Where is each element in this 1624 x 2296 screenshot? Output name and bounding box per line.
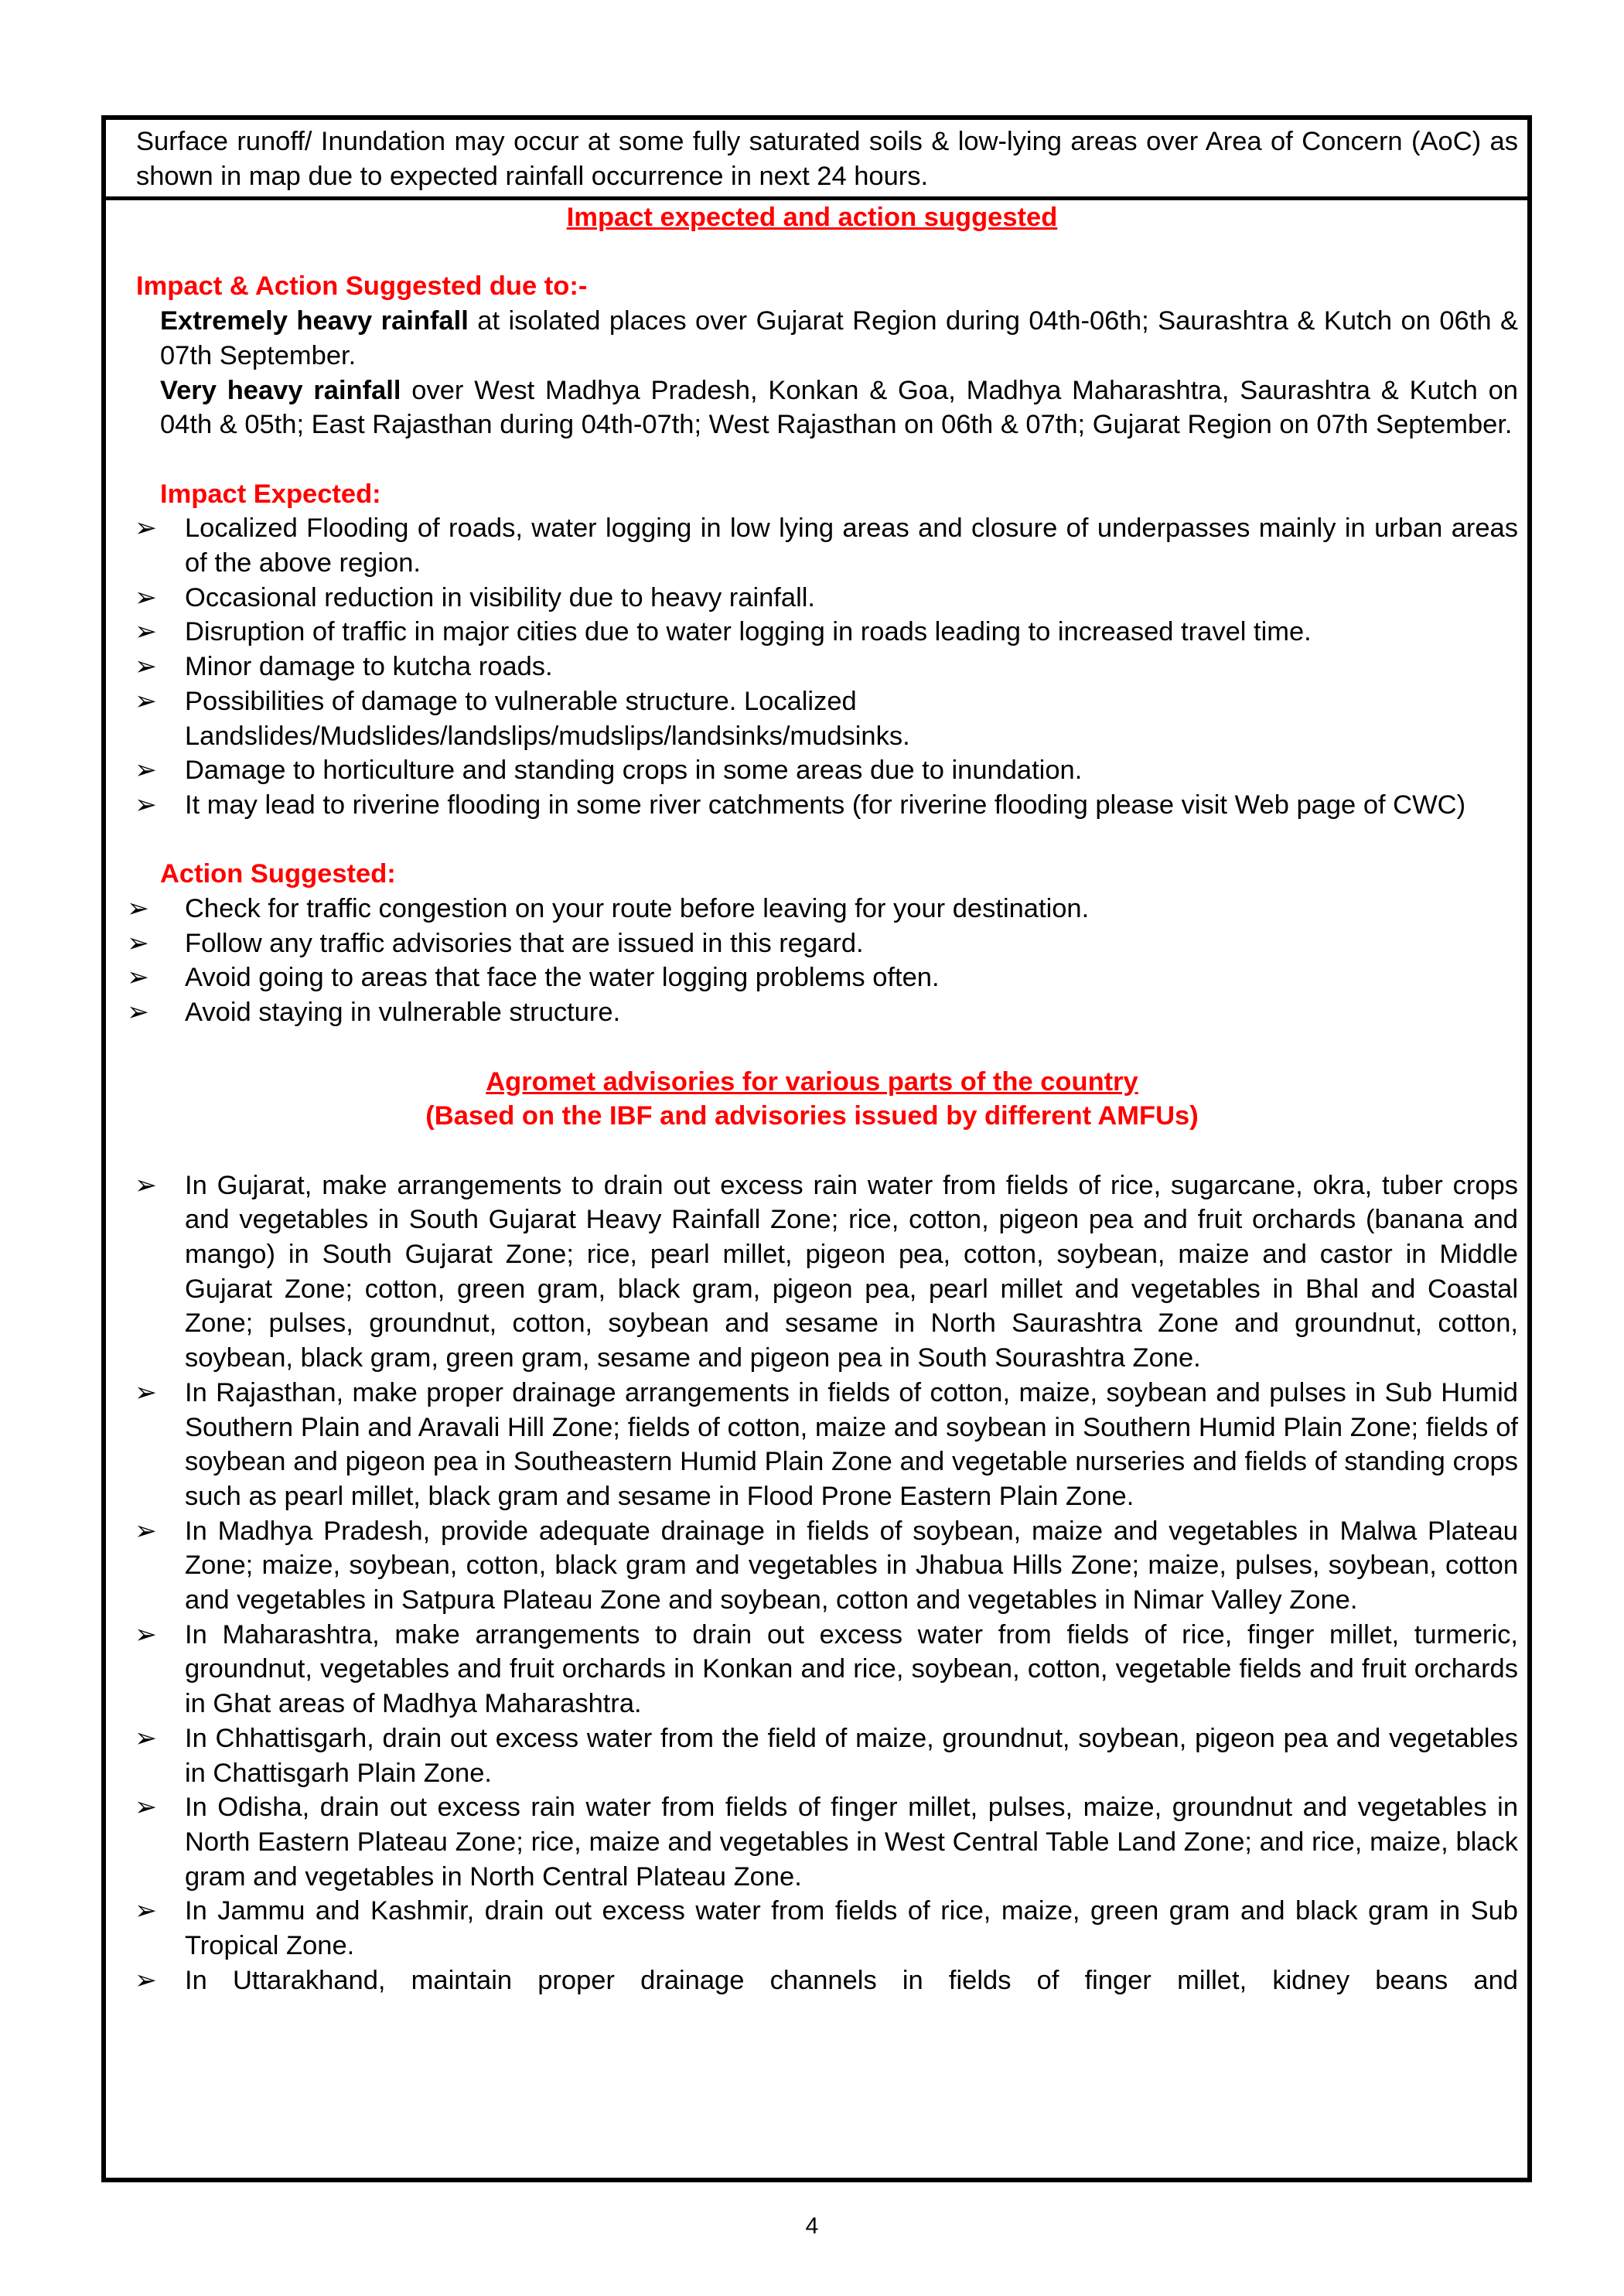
arrow-bullet-icon: ➢	[135, 1723, 157, 1753]
arrow-bullet-icon: ➢	[135, 790, 157, 820]
list-item: ➢ In Odisha, drain out excess rain water from fields of finger millet, pulses, maize, groundnut and vegetables in North Eastern Plateau Zone; rice, maize and vegetables in West Central Table Land Zone; and rice, maize, black gram and vegetables in North Central Plateau Zone.	[106, 1790, 1518, 1894]
arrow-bullet-icon: ➢	[135, 686, 157, 716]
arrow-bullet-icon: ➢	[135, 1516, 157, 1546]
list-item: ➢ It may lead to riverine flooding in some river catchments (for riverine flooding please visit Web page of CWC)	[106, 788, 1518, 823]
list-item: ➢ Avoid going to areas that face the water logging problems often.	[106, 960, 1518, 995]
list-item: ➢ Disruption of traffic in major cities due to water logging in roads leading to increased travel time.	[106, 615, 1518, 650]
very-heavy-text: over West Madhya Pradesh, Konkan & Goa, Madhya Maharashtra, Saurashtra & Kutch on 04th & 05th; East Rajasthan during 04th-07th; West Rajasthan on 06th & 07th; Gujarat Region on 07th September.	[160, 375, 1518, 440]
arrow-bullet-icon: ➢	[135, 513, 157, 544]
action-suggested-label: Action Suggested:	[160, 859, 396, 889]
list-item: ➢ Occasional reduction in visibility due to heavy rainfall.	[106, 581, 1518, 616]
arrow-bullet-icon: ➢	[135, 1170, 157, 1200]
impact-section-heading: Impact expected and action suggested	[566, 203, 1058, 232]
arrow-bullet-icon: ➢	[135, 1793, 157, 1823]
arrow-bullet-icon: ➢	[135, 1377, 157, 1407]
list-item: ➢ In Rajasthan, make proper drainage arrangements in fields of cotton, maize, soybean and pulses in Sub Humid Southern Plain and Aravali Hill Zone; fields of cotton, maize and soybean in Southern Humid Plain Zone; fields of soybean and pigeon pea in Southeastern Humid Plain Zone and vegetable nurseries and fields of standing crops such as pearl millet, black gram and sesame in Flood Prone Eastern Plain Zone.	[106, 1376, 1518, 1514]
impact-list	[106, 511, 1518, 822]
agromet-list	[106, 1168, 1518, 1998]
extremely-heavy-text: at isolated places over Gujarat Region during 04th-06th; Saurashtra & Kutch on 06th & 07th September.	[160, 306, 1518, 370]
action-list	[106, 892, 1518, 1030]
arrow-bullet-icon: ➢	[127, 894, 149, 924]
extremely-heavy-rainfall-paragraph	[106, 304, 1518, 373]
arrow-bullet-icon: ➢	[135, 617, 157, 647]
list-item: ➢ Localized Flooding of roads, water logging in low lying areas and closure of underpasses mainly in urban areas of the above region.	[106, 511, 1518, 580]
arrow-bullet-icon: ➢	[135, 582, 157, 612]
list-item: ➢ In Maharashtra, make arrangements to drain out excess water from fields of rice, finger millet, turmeric, groundnut, vegetables and fruit orchards in Konkan and rice, soybean, cotton, vegetable fields and fruit orchards in Ghat areas of Madhya Maharashtra.	[106, 1618, 1518, 1721]
agromet-heading: Agromet advisories for various parts of the country	[486, 1066, 1138, 1097]
extremely-heavy-label: Extremely heavy rainfall	[160, 306, 469, 336]
arrow-bullet-icon: ➢	[127, 928, 149, 958]
arrow-bullet-icon: ➢	[135, 756, 157, 786]
list-item: ➢ Avoid staying in vulnerable structure.	[106, 995, 1518, 1030]
list-item: ➢ Damage to horticulture and standing crops in some areas due to inundation.	[106, 753, 1518, 788]
list-item: ➢ In Uttarakhand, maintain proper drainage channels in fields of finger millet, kidney beans and	[106, 1963, 1518, 1998]
runoff-note-cell	[106, 120, 1527, 200]
list-item: ➢ In Madhya Pradesh, provide adequate drainage in fields of soybean, maize and vegetables in Malwa Plateau Zone; maize, soybean, cotton, black gram and vegetables in Jhabua Hills Zone; maize, pulses, soybean, cotton and vegetables in Satpura Plateau Zone and soybean, cotton and vegetables in Nimar Valley Zone.	[106, 1514, 1518, 1618]
arrow-bullet-icon: ➢	[135, 1896, 157, 1926]
list-item: ➢ In Jammu and Kashmir, drain out excess water from fields of rice, maize, green gram and black gram in Sub Tropical Zone.	[106, 1894, 1518, 1963]
main-content-cell	[106, 200, 1527, 1997]
list-item: ➢ In Chhattisgarh, drain out excess water from the field of maize, groundnut, soybean, pigeon pea and vegetables in Chattisgarh Plain Zone.	[106, 1721, 1518, 1790]
arrow-bullet-icon: ➢	[127, 963, 149, 993]
due-to-label: Impact & Action Suggested due to:-	[136, 271, 588, 302]
list-item: ➢ Check for traffic congestion on your route before leaving for your destination.	[106, 892, 1518, 926]
arrow-bullet-icon: ➢	[127, 998, 149, 1028]
very-heavy-label: Very heavy rainfall	[160, 375, 401, 405]
arrow-bullet-icon: ➢	[135, 652, 157, 682]
arrow-bullet-icon: ➢	[135, 1965, 157, 1995]
list-item: ➢ In Gujarat, make arrangements to drain out excess rain water from fields of rice, sugarcane, okra, tuber crops and vegetables in South Gujarat Heavy Rainfall Zone; rice, cotton, pigeon pea and fruit orchards (banana and mango) in South Gujarat Zone; rice, pearl millet, pigeon pea, cotton, soybean, maize and castor in Middle Gujarat Zone; cotton, green gram, black gram, pigeon pea, pearl millet and vegetables in Bhal and Coastal Zone; pulses, groundnut, cotton, soybean and sesame in North Saurashtra Zone and groundnut, cotton, soybean, black gram, green gram, sesame and pigeon pea in South Sourashtra Zone.	[106, 1168, 1518, 1376]
arrow-bullet-icon: ➢	[135, 1619, 157, 1650]
list-item: ➢ Minor damage to kutcha roads.	[106, 650, 1518, 684]
page-number: 4	[805, 2213, 819, 2239]
bulletin-table	[101, 115, 1532, 2182]
agromet-subheading: (Based on the IBF and advisories issued by different AMFUs)	[425, 1101, 1199, 1131]
list-item: ➢ Possibilities of damage to vulnerable structure. Localized Landslides/Mudslides/landslips/mudslips/landsinks/mudsinks.	[106, 684, 1518, 753]
runoff-note-text: Surface runoff/ Inundation may occur at some fully saturated soils & low-lying areas over Area of Concern (AoC) as shown in map due to expected rainfall occurrence in next 24 hours.	[136, 127, 1518, 191]
impact-expected-label: Impact Expected:	[160, 479, 381, 509]
list-item: ➢ Follow any traffic advisories that are issued in this regard.	[106, 926, 1518, 961]
very-heavy-rainfall-paragraph	[106, 374, 1518, 442]
